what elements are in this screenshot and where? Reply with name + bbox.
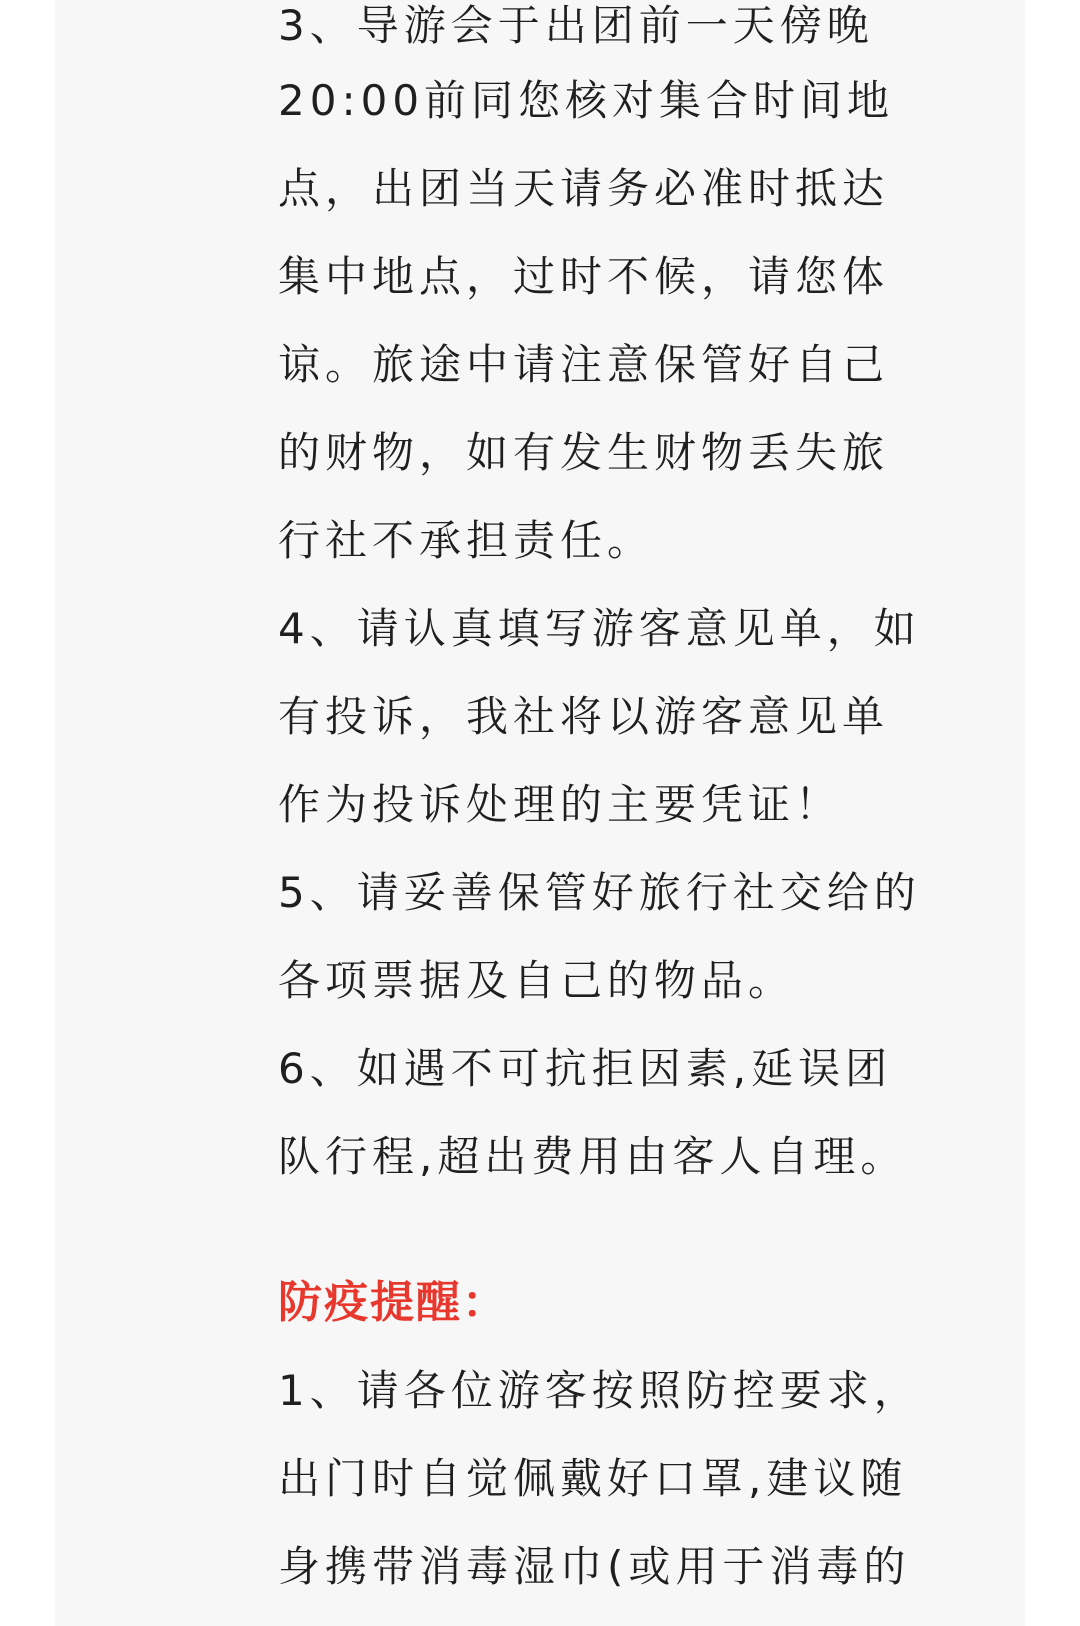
- notice-item-3-line-6: 的财物，如有发生财物丢失旅: [278, 428, 890, 477]
- section-spacer: [278, 1201, 923, 1259]
- notice-item-3-line-7: 行社不承担责任。: [278, 516, 655, 565]
- notice-item-4: [278, 585, 923, 849]
- notice-item-6: [278, 1025, 923, 1201]
- notice-item-3-line-3: 点，出团当天请务必准时抵达: [278, 164, 890, 213]
- notice-item-6-line-1: 6、如遇不可抗拒因素,延误团: [278, 1044, 893, 1093]
- notice-item-6-line-2: 队行程,超出费用由客人自理。: [278, 1132, 908, 1181]
- notice-item-3: [278, 0, 923, 585]
- epidemic-item-1-line-2: 出门时自觉佩戴好口罩,建议随: [278, 1454, 908, 1503]
- notice-item-3-line-2: 20:00前同您核对集合时间地: [278, 76, 895, 125]
- notice-item-5-line-1: 5、请妥善保管好旅行社交给的: [278, 868, 921, 917]
- epidemic-item-1-line-1: 1、请各位游客按照防控要求，: [278, 1366, 921, 1415]
- notice-item-4-line-1: 4、请认真填写游客意见单，如: [278, 604, 921, 653]
- epidemic-heading: 防疫提醒：: [278, 1277, 508, 1328]
- epidemic-item-1-line-3: 身携带消毒湿巾(或用于消毒的: [278, 1542, 911, 1591]
- notice-item-5: [278, 849, 923, 1025]
- notice-item-3-line-1: 3、导游会于出团前一天傍晚: [278, 1, 874, 50]
- notice-item-3-line-5: 谅。旅途中请注意保管好自己: [278, 340, 890, 389]
- article-content: [278, 0, 923, 1611]
- notice-item-4-line-2: 有投诉，我社将以游客意见单: [278, 692, 890, 741]
- article-panel: [55, 0, 1025, 1626]
- notice-item-3-line-4: 集中地点，过时不候，请您体: [278, 252, 890, 301]
- notice-item-4-line-3: 作为投诉处理的主要凭证！: [278, 780, 843, 829]
- notice-item-5-line-2: 各项票据及自己的物品。: [278, 956, 796, 1005]
- epidemic-item-1: [278, 1347, 923, 1611]
